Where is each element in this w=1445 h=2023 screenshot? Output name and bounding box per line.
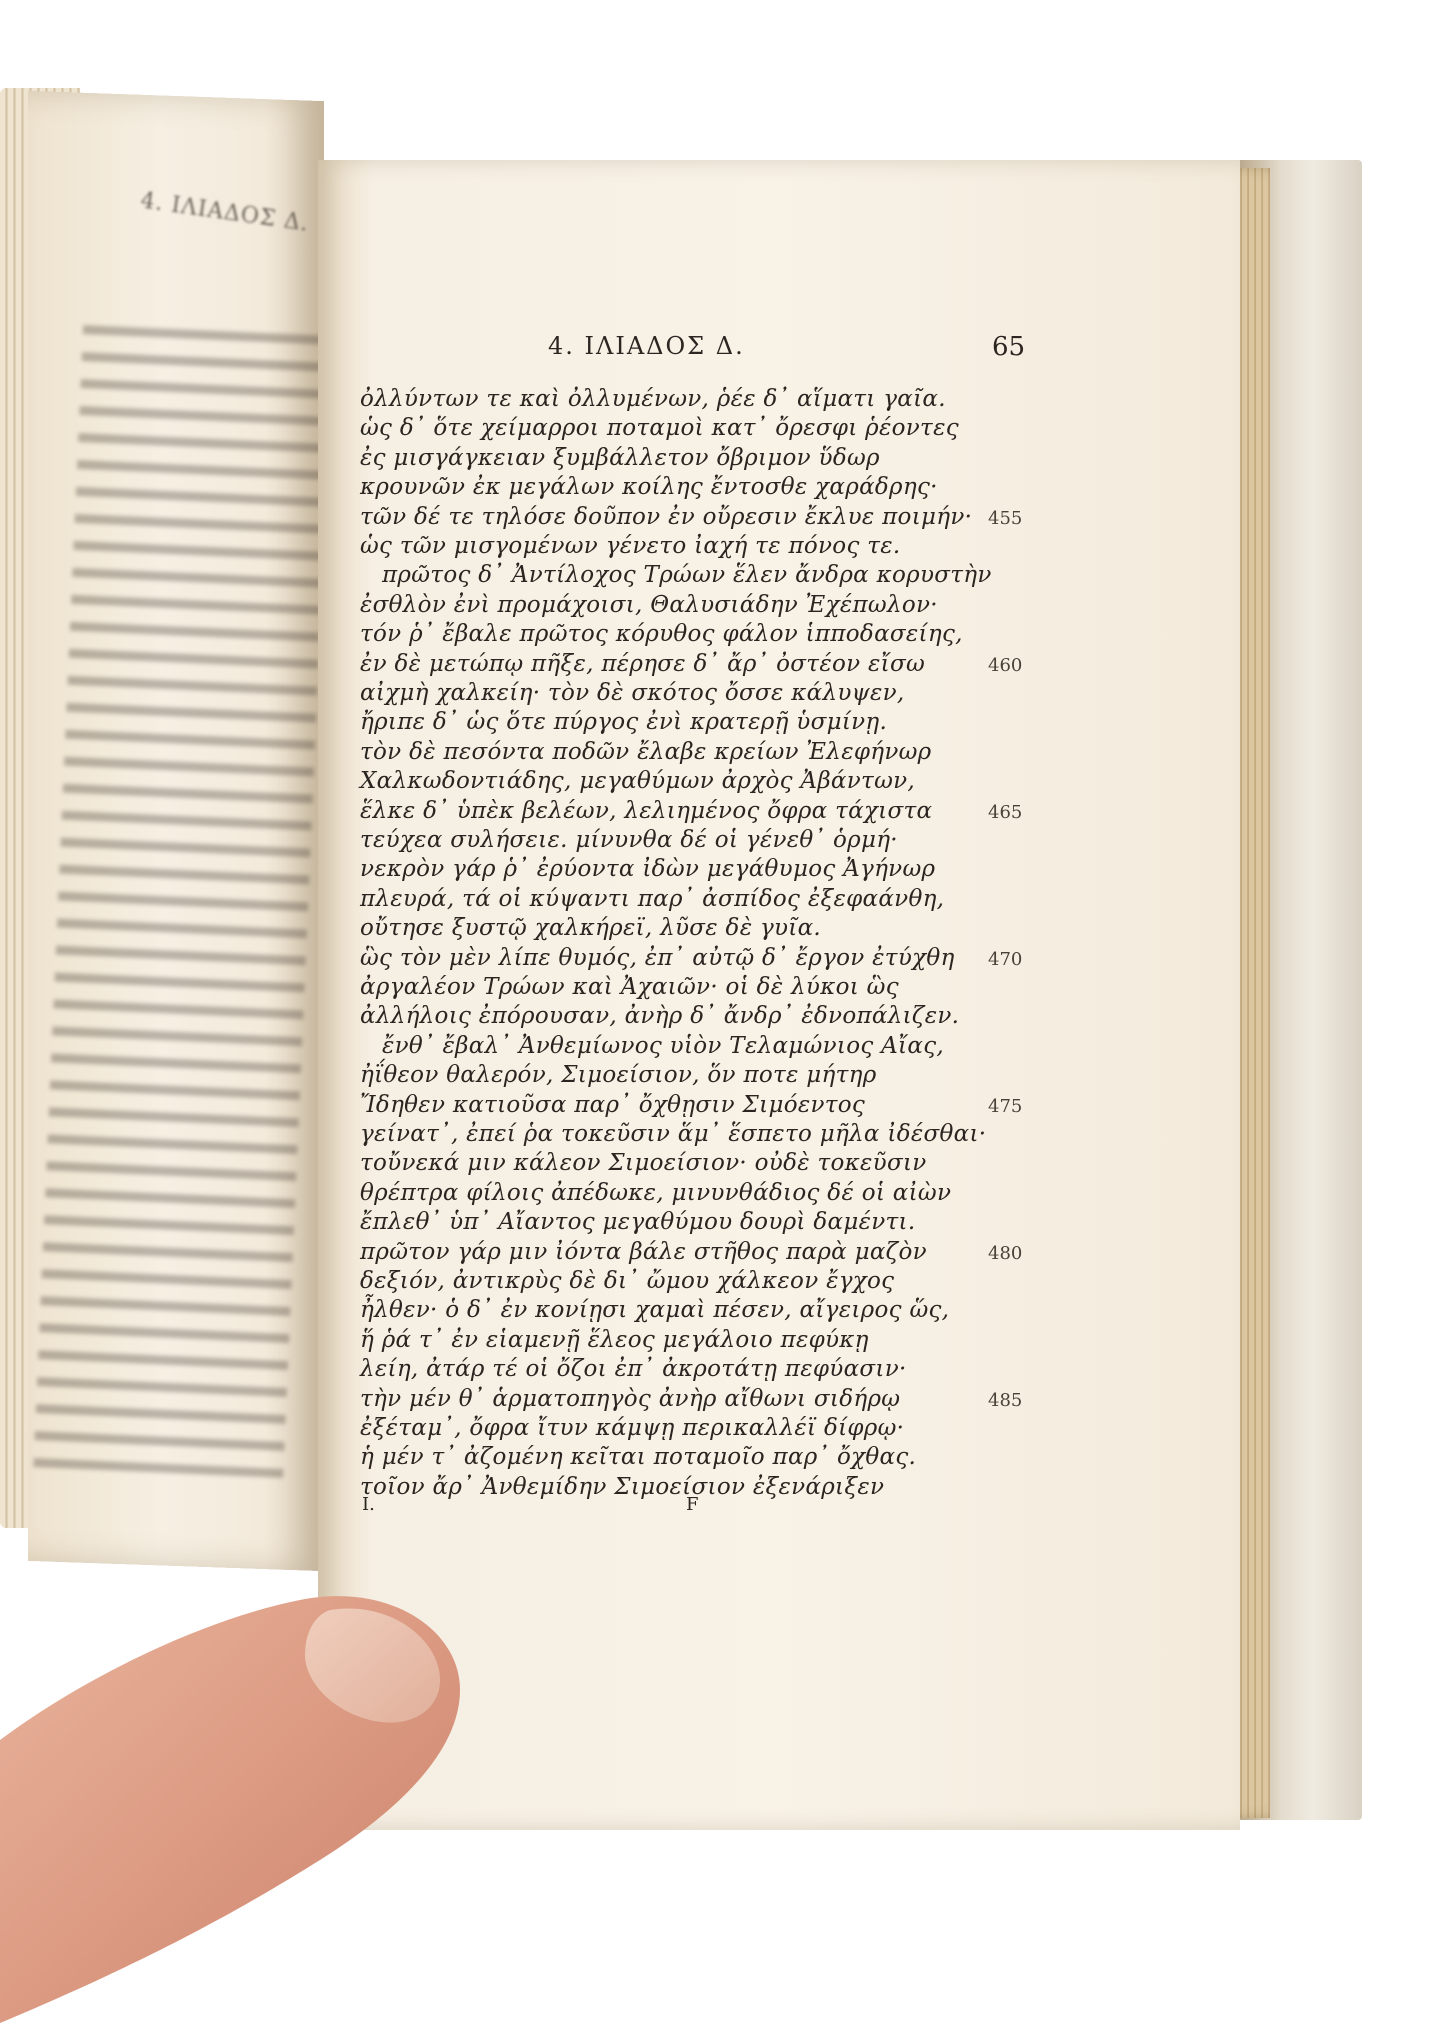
line-number: 475	[988, 1095, 1023, 1117]
left-page-running-head: 4. ΙΛΙΑΔΟΣ Δ.	[139, 188, 311, 237]
line-number: 455	[988, 507, 1023, 529]
verse-line: ἐν δὲ μετώπῳ πῆξε, πέρησε δ᾽ ἄρ᾽ ὀστέον εἴσω	[360, 650, 926, 677]
line-number: 465	[988, 801, 1023, 823]
verse-line: θρέπτρα φίλοις ἀπέδωκε, μινυνθάδιος δέ οἱ αἰὼν	[360, 1179, 952, 1206]
line-number: 460	[988, 654, 1023, 676]
verse-line: τεύχεα συλήσειε. μίνυνθα δέ οἱ γένεθ᾽ ὁρμή·	[360, 827, 898, 853]
verse-line: αἰχμὴ χαλκείη· τὸν δὲ σκότος ὄσσε κάλυψεν,	[360, 680, 905, 706]
verse-line: ἤριπε δ᾽ ὡς ὅτε πύργος ἐνὶ κρατερῇ ὑσμίνῃ.	[360, 709, 888, 736]
verse-line: κρουνῶν ἐκ μεγάλων κοίλης ἔντοσθε χαράδρης·	[360, 474, 938, 501]
verse-line: ὡς τῶν μισγομένων γένετο ἰαχή τε πόνος τε.	[360, 533, 901, 559]
verse-line: δεξιόν, ἀντικρὺς δὲ δι᾽ ὤμου χάλκεον ἔγχος	[360, 1268, 895, 1294]
running-head: 4. ΙΛΙΑΔΟΣ Δ.	[548, 332, 745, 360]
verse-line: Χαλκωδοντιάδης, μεγαθύμων ἀρχὸς Ἀβάντων,	[360, 768, 916, 795]
left-page-blurred-text	[33, 325, 333, 1485]
signature-volume: I.	[362, 1494, 375, 1515]
verse-line: ὡς δ᾽ ὅτε χείμαρροι ποταμοὶ κατ᾽ ὄρεσφι ῥέοντες	[360, 415, 959, 442]
verse-line: τοῖον ἄρ᾽ Ἀνθεμίδην Σιμοείσιον ἐξενάριξεν	[360, 1473, 885, 1500]
verse-line: πλευρά, τά οἱ κύψαντι παρ᾽ ἀσπίδος ἐξεφαάνθη,	[360, 885, 945, 912]
verse-line: ἔπλεθ᾽ ὑπ᾽ Αἴαντος μεγαθύμου δουρὶ δαμέντι.	[360, 1209, 916, 1236]
page-number: 65	[992, 332, 1026, 362]
line-number: 470	[988, 948, 1023, 970]
verse-line: ἀλλήλοις ἐπόρουσαν, ἀνὴρ δ᾽ ἄνδρ᾽ ἐδνοπάλιζεν.	[360, 1003, 960, 1030]
verse-line: ὀλλύντων τε καὶ ὀλλυμένων, ῥέε δ᾽ αἵματι γαῖα.	[360, 386, 946, 412]
thumb	[0, 1560, 470, 2023]
verse-line: τῶν δέ τε τηλόσε δοῦπον ἐν οὔρεσιν ἔκλυε ποιμήν·	[360, 503, 973, 530]
verse-line: Ἴδηθεν κατιοῦσα παρ᾽ ὄχθῃσιν Σιμόεντος	[360, 1091, 866, 1118]
line-number: 485	[988, 1389, 1023, 1411]
verse-line: οὔτησε ξυστῷ χαλκήρεϊ, λῦσε δὲ γυῖα.	[360, 915, 822, 942]
line-number: 480	[988, 1242, 1023, 1264]
verse-line: ἀργαλέον Τρώων καὶ Ἀχαιῶν· οἱ δὲ λύκοι ὣς	[360, 974, 899, 1000]
verse-line: ἕλκε δ᾽ ὑπὲκ βελέων, λελιημένος ὄφρα τάχιστα	[360, 797, 933, 824]
verse-line: ὣς τὸν μὲν λίπε θυμός, ἐπ᾽ αὐτῷ δ᾽ ἔργον ἐτύχθη	[360, 944, 955, 971]
verse-line: τὴν μέν θ᾽ ἁρματοπηγὸς ἀνὴρ αἴθωνι σιδήρῳ	[360, 1385, 901, 1412]
verse-line: ἐσθλὸν ἐνὶ προμάχοισι, Θαλυσιάδην Ἐχέπωλον·	[360, 591, 938, 618]
verse-line: ἠΐθεον θαλερόν, Σιμοείσιον, ὅν ποτε μήτηρ	[360, 1062, 877, 1089]
verse-line: ἦλθεν· ὁ δ᾽ ἐν κονίῃσι χαμαὶ πέσεν, αἴγειρος ὥς,	[360, 1297, 950, 1324]
verse-line: νεκρὸν γάρ ῥ᾽ ἐρύοντα ἰδὼν μεγάθυμος Ἀγήνωρ	[360, 856, 936, 883]
verse-line: ἐξέταμ᾽, ὄφρα ἴτυν κάμψῃ περικαλλέϊ δίφρῳ·	[360, 1415, 905, 1441]
verse-line: ἐς μισγάγκειαν ξυμβάλλετον ὄβριμον ὕδωρ	[360, 444, 880, 471]
verse-line: ἡ μέν τ᾽ ἀζομένη κεῖται ποταμοῖο παρ᾽ ὄχθας.	[360, 1444, 917, 1471]
verse-line: γείνατ᾽, ἐπεί ῥα τοκεῦσιν ἅμ᾽ ἕσπετο μῆλα ἰδέσθαι·	[360, 1121, 987, 1147]
verse-line: πρῶτον γάρ μιν ἰόντα βάλε στῆθος παρὰ μαζὸν	[360, 1238, 927, 1265]
verse-line: τὸν δὲ πεσόντα ποδῶν ἔλαβε κρείων Ἐλεφήνωρ	[360, 738, 932, 765]
verse-line: ἥ ῥά τ᾽ ἐν εἱαμενῇ ἕλεος μεγάλοιο πεφύκῃ	[360, 1326, 869, 1353]
verse-line: πρῶτος δ᾽ Ἀντίλοχος Τρώων ἕλεν ἄνδρα κορυστὴν	[382, 562, 992, 589]
verse-line: λείη, ἀτάρ τέ οἱ ὄζοι ἐπ᾽ ἀκροτάτῃ πεφύασιν·	[360, 1356, 907, 1383]
verse-line: ἔνθ᾽ ἔβαλ᾽ Ἀνθεμίωνος υἱὸν Τελαμώνιος Αἴας,	[382, 1032, 944, 1059]
signature-mark: F	[686, 1494, 699, 1515]
verse-line: τόν ῥ᾽ ἔβαλε πρῶτος κόρυθος φάλον ἱπποδασείης,	[360, 621, 963, 648]
verse-line: τοὔνεκά μιν κάλεον Σιμοείσιον· οὐδὲ τοκεῦσιν	[360, 1150, 927, 1177]
